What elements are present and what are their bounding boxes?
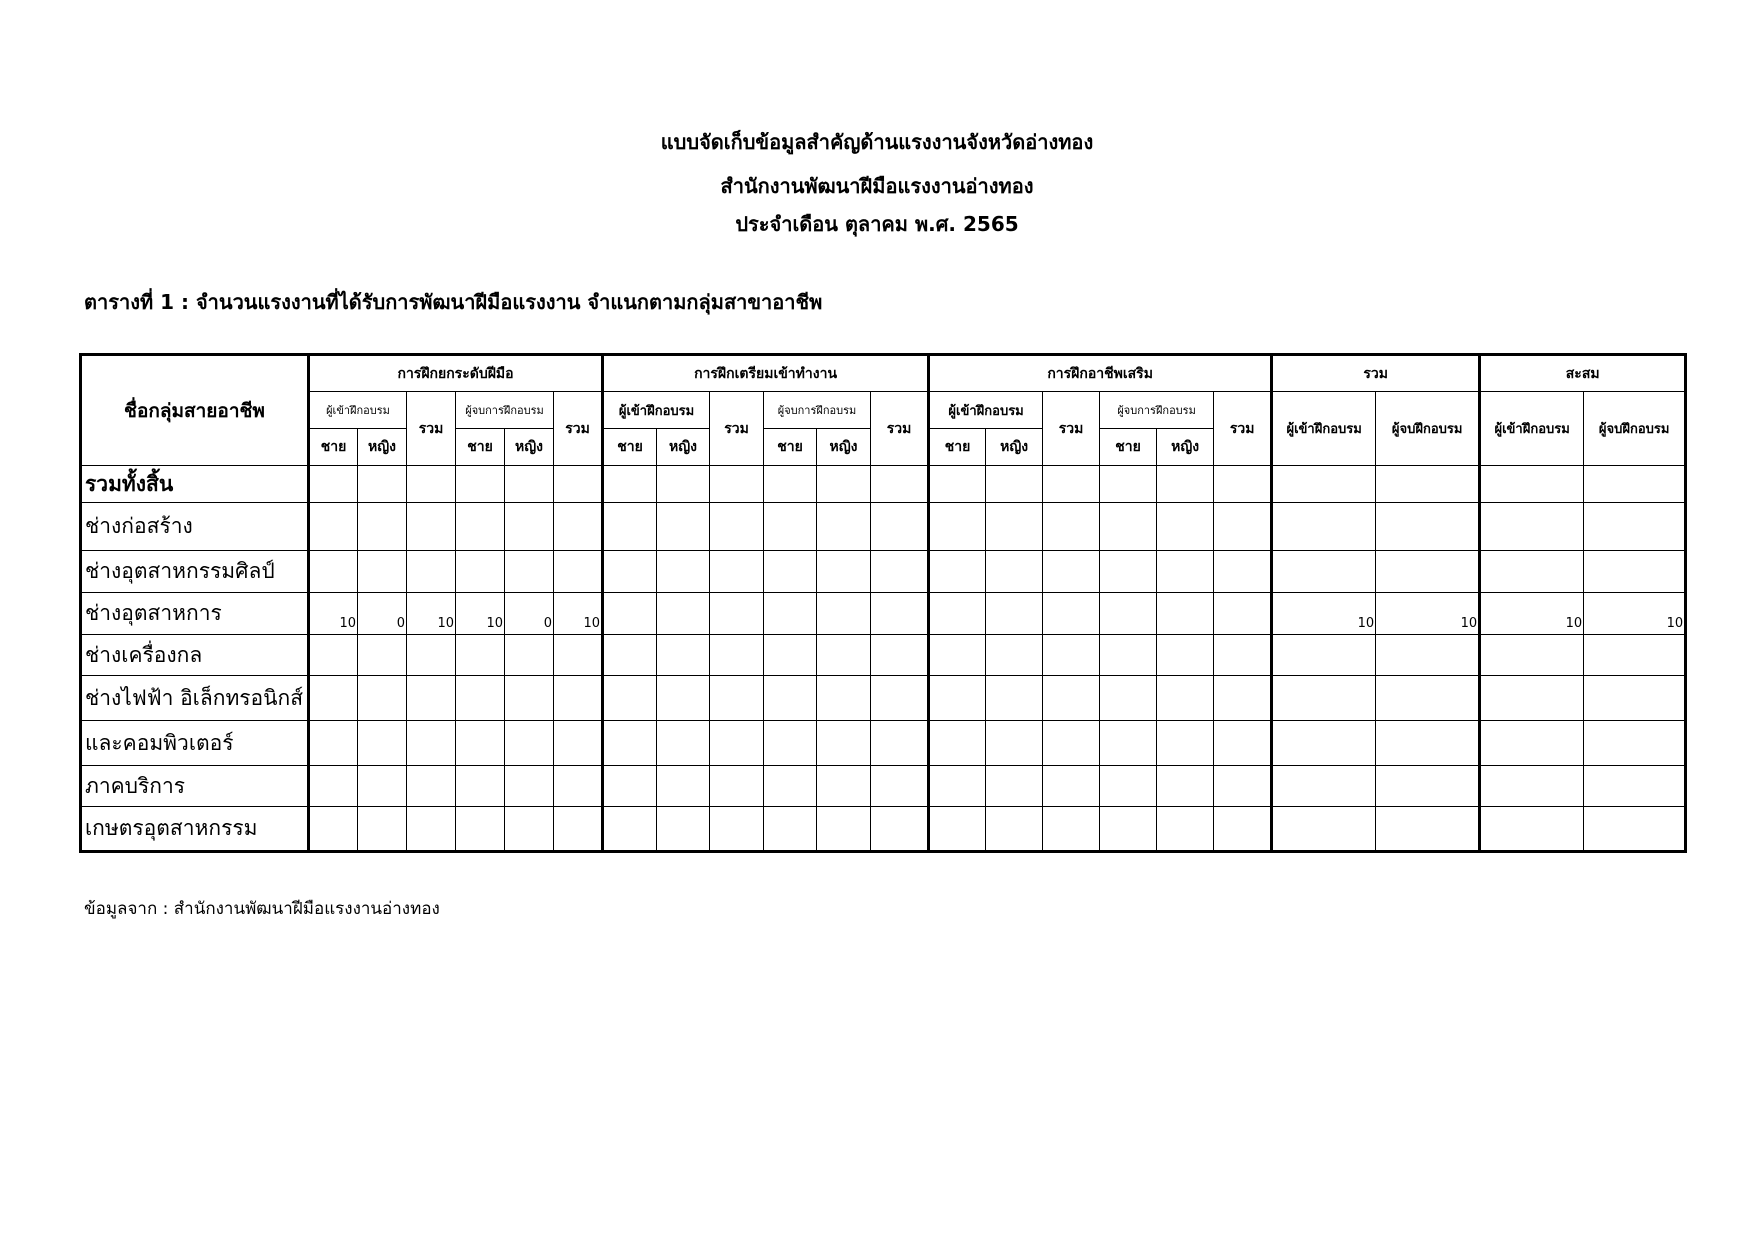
table-cell xyxy=(1157,807,1214,852)
table-cell xyxy=(358,721,407,766)
table-cell xyxy=(1043,721,1100,766)
occupation-group-name: ช่างอุตสาหกรรมศิลป์ xyxy=(81,551,309,593)
g1-trainee-header: ผู้เข้าฝึกอบรม xyxy=(309,392,407,429)
occupation-group-name: ช่างเครื่องกล xyxy=(81,635,309,676)
occupation-group-name: และคอมพิวเตอร์ xyxy=(81,721,309,766)
table-cell xyxy=(986,503,1043,551)
table-cell xyxy=(1100,721,1157,766)
table-cell xyxy=(1214,635,1272,676)
table-cell xyxy=(929,466,986,503)
table-cell xyxy=(603,466,657,503)
g2-graduate-female-header: หญิง xyxy=(817,429,871,466)
table-row xyxy=(81,721,1686,766)
table-cell xyxy=(603,635,657,676)
table-cell xyxy=(554,807,603,852)
table-cell: 10 xyxy=(407,593,456,635)
table-cell xyxy=(1214,551,1272,593)
cumulative-trainee-header: ผู้เข้าฝึกอบรม xyxy=(1480,392,1584,466)
table-cell xyxy=(1214,721,1272,766)
table-cell xyxy=(358,503,407,551)
table-cell xyxy=(817,593,871,635)
table-cell xyxy=(1584,766,1686,807)
table-cell xyxy=(1157,593,1214,635)
supplementary-header: การฝึกอาชีพเสริม xyxy=(929,355,1272,392)
table-cell xyxy=(871,807,929,852)
table-cell xyxy=(309,551,358,593)
table-cell xyxy=(407,721,456,766)
table-cell xyxy=(1100,466,1157,503)
table-cell xyxy=(603,593,657,635)
table-cell xyxy=(407,503,456,551)
table-row xyxy=(81,807,1686,852)
table-cell xyxy=(1100,503,1157,551)
table-cell xyxy=(929,807,986,852)
g1-trainee-total-header: รวม xyxy=(407,392,456,466)
table-cell xyxy=(456,466,505,503)
table-cell xyxy=(1584,466,1686,503)
table-cell xyxy=(1214,466,1272,503)
table-cell xyxy=(657,551,710,593)
table-cell xyxy=(710,676,764,721)
table-cell xyxy=(309,466,358,503)
table-cell xyxy=(456,503,505,551)
table-cell xyxy=(1157,721,1214,766)
g2-graduate-header: ผู้จบการฝึกอบรม xyxy=(764,392,871,429)
g2-trainee-female-header: หญิง xyxy=(657,429,710,466)
table-cell xyxy=(1214,593,1272,635)
table-cell xyxy=(603,721,657,766)
g2-trainee-total-header: รวม xyxy=(710,392,764,466)
table-cell xyxy=(986,466,1043,503)
skill-upgrade-header: การฝึกยกระดับฝีมือ xyxy=(309,355,603,392)
g1-graduate-header: ผู้จบการฝึกอบรม xyxy=(456,392,554,429)
table-cell xyxy=(1376,766,1480,807)
total-trainee-header: ผู้เข้าฝึกอบรม xyxy=(1272,392,1376,466)
g3-graduate-header: ผู้จบการฝึกอบรม xyxy=(1100,392,1214,429)
table-cell xyxy=(1272,551,1376,593)
table-cell xyxy=(817,676,871,721)
table-cell xyxy=(1043,466,1100,503)
table-cell xyxy=(1584,551,1686,593)
table-cell xyxy=(657,635,710,676)
table-cell xyxy=(657,676,710,721)
table-body xyxy=(81,466,1686,852)
table-cell xyxy=(1100,766,1157,807)
table-cell xyxy=(871,466,929,503)
table-cell: 0 xyxy=(358,593,407,635)
table-cell xyxy=(871,593,929,635)
table-cell xyxy=(1480,466,1584,503)
table-cell xyxy=(1480,676,1584,721)
g3-graduate-female-header: หญิง xyxy=(1157,429,1214,466)
g3-trainee-header: ผู้เข้าฝึกอบรม xyxy=(929,392,1043,429)
table-cell xyxy=(1157,676,1214,721)
table-cell xyxy=(871,721,929,766)
table-cell xyxy=(1584,721,1686,766)
table-cell xyxy=(657,721,710,766)
table-cell xyxy=(871,635,929,676)
table-cell xyxy=(407,676,456,721)
table-cell xyxy=(710,503,764,551)
g2-trainee-male-header: ชาย xyxy=(603,429,657,466)
table-cell xyxy=(505,551,554,593)
table-cell xyxy=(1480,807,1584,852)
table-cell xyxy=(1584,807,1686,852)
table-cell xyxy=(929,593,986,635)
table-cell xyxy=(554,551,603,593)
table-cell xyxy=(1584,503,1686,551)
skill-development-table xyxy=(79,353,1687,853)
table-cell xyxy=(1157,503,1214,551)
table-cell xyxy=(456,766,505,807)
table-cell xyxy=(929,635,986,676)
table-cell xyxy=(407,551,456,593)
g3-trainee-male-header: ชาย xyxy=(929,429,986,466)
table-cell xyxy=(1584,676,1686,721)
table-cell xyxy=(456,676,505,721)
table-cell xyxy=(764,503,817,551)
table-cell xyxy=(1043,593,1100,635)
table-cell xyxy=(407,466,456,503)
table-cell xyxy=(358,766,407,807)
table-cell xyxy=(986,635,1043,676)
table-cell xyxy=(358,807,407,852)
table-cell xyxy=(657,503,710,551)
table-cell xyxy=(986,676,1043,721)
table-cell xyxy=(710,766,764,807)
table-cell xyxy=(309,635,358,676)
table-row xyxy=(81,466,1686,503)
table-cell xyxy=(1272,635,1376,676)
table-cell xyxy=(929,766,986,807)
table-cell xyxy=(1376,635,1480,676)
occupation-group-name: รวมทั้งสิ้น xyxy=(81,466,309,503)
table-row xyxy=(81,766,1686,807)
table-row xyxy=(81,635,1686,676)
table-cell xyxy=(1157,551,1214,593)
g3-graduate-male-header: ชาย xyxy=(1100,429,1157,466)
table-cell xyxy=(1376,807,1480,852)
source-note: ข้อมูลจาก : สำนักงานพัฒนาฝีมือแรงงานอ่างทอง xyxy=(84,899,440,919)
table-cell xyxy=(710,551,764,593)
table-cell xyxy=(817,766,871,807)
table-cell xyxy=(657,766,710,807)
table-cell xyxy=(554,466,603,503)
table-cell xyxy=(456,807,505,852)
table-cell: 10 xyxy=(1376,593,1480,635)
table-cell xyxy=(1272,766,1376,807)
table-cell xyxy=(657,466,710,503)
table-cell: 10 xyxy=(456,593,505,635)
table-cell xyxy=(871,766,929,807)
g2-graduate-total-header: รวม xyxy=(871,392,929,466)
table-cell xyxy=(871,503,929,551)
table-cell xyxy=(358,551,407,593)
table-cell: 10 xyxy=(309,593,358,635)
table-cell xyxy=(1584,635,1686,676)
table-cell xyxy=(309,807,358,852)
table-cell xyxy=(1376,466,1480,503)
table-cell xyxy=(710,593,764,635)
table-cell xyxy=(554,766,603,807)
table-cell xyxy=(1043,635,1100,676)
table-cell xyxy=(817,503,871,551)
table-cell xyxy=(710,807,764,852)
occupation-group-name: ช่างไฟฟ้า อิเล็กทรอนิกส์ xyxy=(81,676,309,721)
table-cell xyxy=(817,466,871,503)
table-cell xyxy=(554,721,603,766)
table-cell xyxy=(929,721,986,766)
g3-graduate-total-header: รวม xyxy=(1214,392,1272,466)
table-cell xyxy=(986,766,1043,807)
table-cell xyxy=(817,807,871,852)
table-cell xyxy=(764,807,817,852)
table-cell xyxy=(505,503,554,551)
table-cell xyxy=(1100,676,1157,721)
table-cell xyxy=(710,635,764,676)
table-cell xyxy=(764,676,817,721)
table-cell xyxy=(986,721,1043,766)
table-cell xyxy=(603,503,657,551)
table-cell xyxy=(505,766,554,807)
table-cell xyxy=(764,766,817,807)
table-cell xyxy=(1100,551,1157,593)
occupation-group-name: ช่างก่อสร้าง xyxy=(81,503,309,551)
table-cell xyxy=(1043,551,1100,593)
table-cell xyxy=(1376,503,1480,551)
table-cell xyxy=(871,676,929,721)
table-cell xyxy=(358,635,407,676)
table-cell xyxy=(986,593,1043,635)
g1-trainee-female-header: หญิง xyxy=(358,429,407,466)
table-cell xyxy=(986,807,1043,852)
table-cell xyxy=(764,551,817,593)
g1-graduate-male-header: ชาย xyxy=(456,429,505,466)
table-cell xyxy=(1100,807,1157,852)
occupation-group-name: เกษตรอุตสาหกรรม xyxy=(81,807,309,852)
table-cell xyxy=(1272,466,1376,503)
document-title: แบบจัดเก็บข้อมูลสำคัญด้านแรงงานจังหวัดอ่างทอง xyxy=(660,130,1094,154)
table-cell xyxy=(710,466,764,503)
table-cell xyxy=(456,635,505,676)
table-cell xyxy=(407,766,456,807)
table-cell xyxy=(505,676,554,721)
table-cell xyxy=(657,807,710,852)
table-cell: 10 xyxy=(1480,593,1584,635)
table-cell xyxy=(1214,766,1272,807)
table-caption: ตารางที่ 1 : จำนวนแรงงานที่ได้รับการพัฒนาฝีมือแรงงาน จำแนกตามกลุ่มสาขาอาชีพ xyxy=(84,290,823,314)
pre-employment-header: การฝึกเตรียมเข้าทำงาน xyxy=(603,355,929,392)
table-cell xyxy=(657,593,710,635)
table-cell xyxy=(1480,551,1584,593)
table-cell xyxy=(1272,503,1376,551)
table-cell xyxy=(505,721,554,766)
table-cell xyxy=(1376,676,1480,721)
table-cell xyxy=(603,766,657,807)
table-cell xyxy=(929,551,986,593)
table-cell xyxy=(1214,676,1272,721)
total-graduate-header: ผู้จบฝึกอบรม xyxy=(1376,392,1480,466)
g2-graduate-male-header: ชาย xyxy=(764,429,817,466)
table-cell xyxy=(358,466,407,503)
table-row xyxy=(81,503,1686,551)
table-cell xyxy=(764,593,817,635)
table-cell xyxy=(1480,721,1584,766)
table-cell xyxy=(358,676,407,721)
table-cell xyxy=(505,807,554,852)
table-cell xyxy=(764,635,817,676)
table-cell xyxy=(1480,503,1584,551)
table-cell xyxy=(603,676,657,721)
table-cell xyxy=(554,676,603,721)
table-cell xyxy=(764,721,817,766)
table-cell xyxy=(710,721,764,766)
table-cell: 10 xyxy=(1584,593,1686,635)
g2-trainee-header: ผู้เข้าฝึกอบรม xyxy=(603,392,710,429)
cumulative-header: สะสม xyxy=(1480,355,1686,392)
table-cell xyxy=(1272,721,1376,766)
table-cell xyxy=(1100,635,1157,676)
table-row xyxy=(81,676,1686,721)
g3-trainee-female-header: หญิง xyxy=(986,429,1043,466)
table-cell xyxy=(407,807,456,852)
table-cell xyxy=(1157,635,1214,676)
table-cell: 10 xyxy=(1272,593,1376,635)
table-cell xyxy=(1043,766,1100,807)
table-cell xyxy=(456,551,505,593)
table-cell xyxy=(603,551,657,593)
office-name: สำนักงานพัฒนาฝีมือแรงงานอ่างทอง xyxy=(720,174,1034,198)
occupation-group-name: ช่างอุตสาหการ xyxy=(81,593,309,635)
table-cell xyxy=(603,807,657,852)
table-cell xyxy=(929,503,986,551)
table-cell xyxy=(505,466,554,503)
table-cell xyxy=(554,635,603,676)
table-cell xyxy=(456,721,505,766)
g1-graduate-total-header: รวม xyxy=(554,392,603,466)
table-cell xyxy=(1157,466,1214,503)
table-cell xyxy=(505,635,554,676)
table-cell xyxy=(1480,766,1584,807)
table-cell: 10 xyxy=(554,593,603,635)
table-row xyxy=(81,551,1686,593)
table-row xyxy=(81,593,1686,635)
report-period: ประจำเดือน ตุลาคม พ.ศ. 2565 xyxy=(735,212,1019,236)
table-cell xyxy=(1214,503,1272,551)
table-cell xyxy=(1214,807,1272,852)
table-cell xyxy=(309,503,358,551)
table-cell xyxy=(764,466,817,503)
occupation-group-name: ภาคบริการ xyxy=(81,766,309,807)
g3-trainee-total-header: รวม xyxy=(1043,392,1100,466)
table-cell xyxy=(929,676,986,721)
table-cell xyxy=(1043,676,1100,721)
table-cell xyxy=(871,551,929,593)
table-cell xyxy=(817,721,871,766)
table-cell: 0 xyxy=(505,593,554,635)
g1-graduate-female-header: หญิง xyxy=(505,429,554,466)
table-cell xyxy=(407,635,456,676)
table-cell xyxy=(1272,676,1376,721)
g1-trainee-male-header: ชาย xyxy=(309,429,358,466)
table-cell xyxy=(1043,807,1100,852)
table-cell xyxy=(817,635,871,676)
cumulative-graduate-header: ผู้จบฝึกอบรม xyxy=(1584,392,1686,466)
table-cell xyxy=(986,551,1043,593)
table-cell xyxy=(1157,766,1214,807)
table-cell xyxy=(1376,721,1480,766)
table-cell xyxy=(309,721,358,766)
table-cell xyxy=(1272,807,1376,852)
table-cell xyxy=(1100,593,1157,635)
occupation-group-header: ชื่อกลุ่มสายอาชีพ xyxy=(81,355,309,466)
table-cell xyxy=(309,676,358,721)
table-cell xyxy=(1043,503,1100,551)
table-cell xyxy=(1376,551,1480,593)
table-cell xyxy=(309,766,358,807)
table-cell xyxy=(554,503,603,551)
table-cell xyxy=(817,551,871,593)
total-header: รวม xyxy=(1272,355,1480,392)
table-cell xyxy=(1480,635,1584,676)
